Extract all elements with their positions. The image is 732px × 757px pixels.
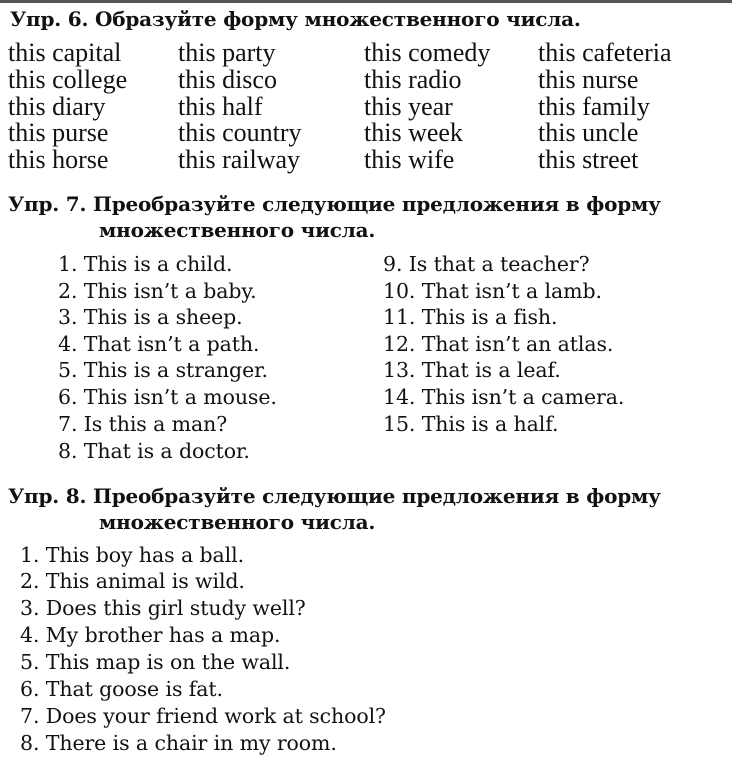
exercise-7-instruction-line-2: множественного числа. [99,218,376,242]
sentence-item: 8. That is a doctor. [58,439,250,463]
sentence-item: 4. That isn’t a path. [58,332,260,356]
sentence-item: 11. This is a fish. [383,305,558,329]
word-item: this wife [364,145,455,174]
sentence-item: 5. This map is on the wall. [20,650,291,674]
sentence-item: 1. This boy has a ball. [20,543,244,567]
word-item: this capital [8,38,122,67]
exercise-8-instruction-line-2: множественного числа. [99,510,376,534]
sentence-item: 7. Is this a man? [58,412,228,436]
word-item: this uncle [538,118,639,147]
sentence-item: 2. This animal is wild. [20,569,245,593]
word-item: this diary [8,92,106,121]
sentence-item: 2. This isn’t a baby. [58,279,257,303]
exercise-6-instruction: Образуйте форму множественного числа. [95,7,581,31]
sentence-item: 3. Does this girl study well? [20,596,306,620]
exercise-7-heading [8,191,661,217]
word-item: this country [178,118,302,147]
word-item: this street [538,145,639,174]
sentence-item: 8. There is a chair in my room. [20,731,337,755]
word-item: this nurse [538,65,639,94]
sentence-item: 6. That goose is fat. [20,677,223,701]
sentence-item: 9. Is that a teacher? [383,252,590,276]
sentence-item: 12. That isn’t an atlas. [383,332,614,356]
sentence-item: 3. This is a sheep. [58,305,243,329]
exercise-7-instruction: Преобразуйте следующие предложения в форму [93,192,661,216]
word-item: this horse [8,145,109,174]
exercise-8-instruction: Преобразуйте следующие предложения в форму [93,484,661,508]
exercise-6-label: Упр. 6. [10,7,89,31]
word-item: this half [178,92,263,121]
top-border-line [0,0,732,3]
word-item: this family [538,92,650,121]
sentence-item: 6. This isn’t a mouse. [58,385,277,409]
sentence-item: 15. This is a half. [383,412,559,436]
exercise-8-heading [8,483,661,509]
sentence-item: 10. That isn’t a lamb. [383,279,602,303]
exercise-7-label: Упр. 7. [8,192,87,216]
word-item: this party [178,38,276,67]
word-item: this disco [178,65,277,94]
word-item: this comedy [364,38,491,67]
exercise-8-label: Упр. 8. [8,484,87,508]
word-item: this radio [364,65,462,94]
sentence-item: 14. This isn’t a camera. [383,385,625,409]
word-item: this college [8,65,128,94]
word-item: this railway [178,145,301,174]
exercise-6-heading [10,6,581,32]
word-item: this week [364,118,463,147]
sentence-item: 5. This is a stranger. [58,358,268,382]
sentence-item: 13. That is a leaf. [383,358,561,382]
sentence-item: 4. My brother has a map. [20,623,281,647]
sentence-item: 1. This is a child. [58,252,233,276]
sentence-item: 7. Does your friend work at school? [20,704,386,728]
word-item: this year [364,92,453,121]
word-item: this cafeteria [538,38,672,67]
word-item: this purse [8,118,109,147]
